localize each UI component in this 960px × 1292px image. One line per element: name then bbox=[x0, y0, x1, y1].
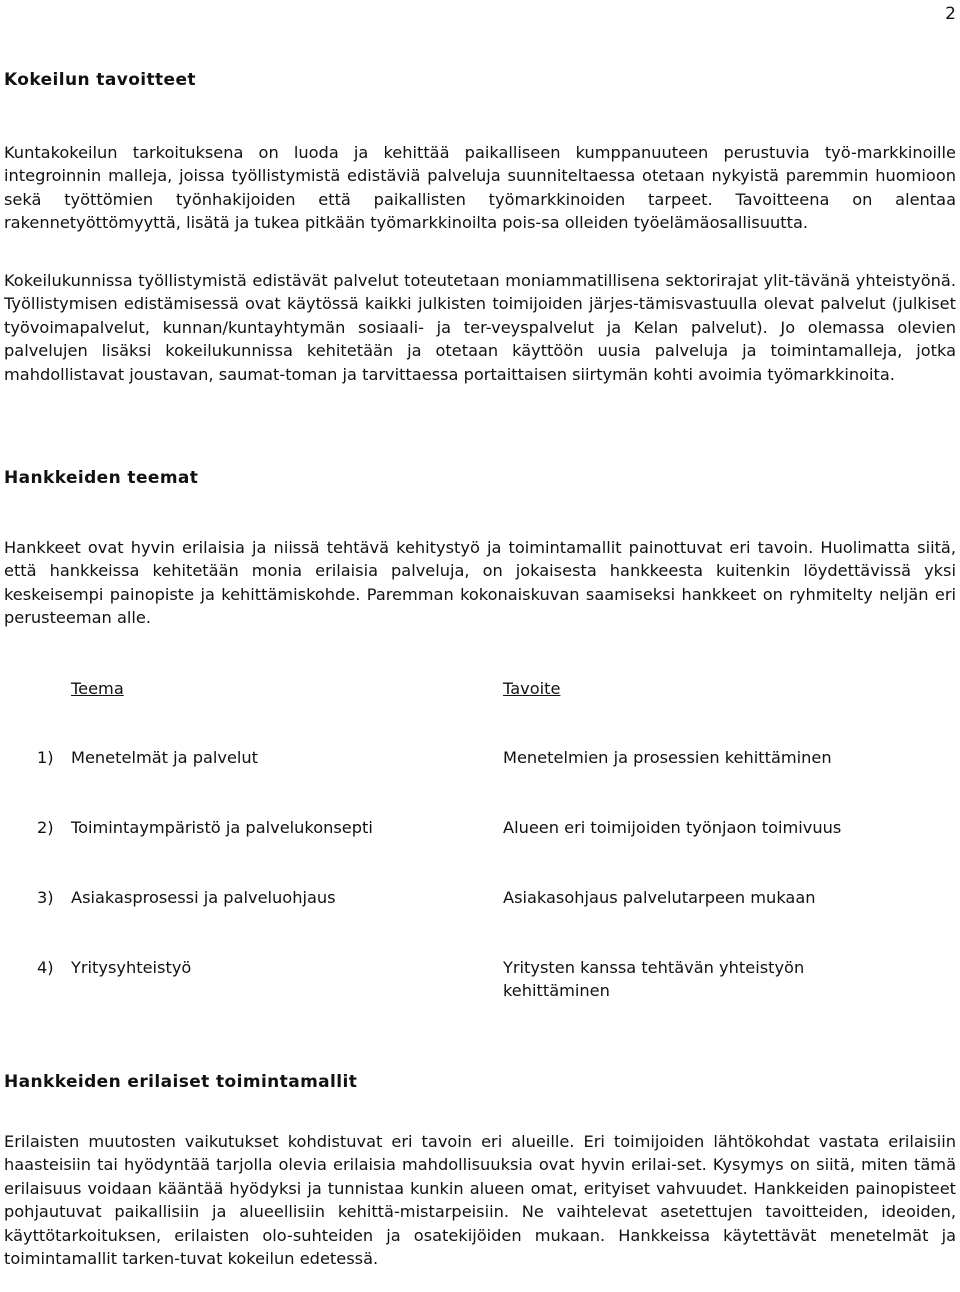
paragraph-hankkeiden-teemat: Hankkeet ovat hyvin erilaisia ja niissä tehtävä kehitystyö ja toimintamallit painottuvat eri tavoin. Huolimatta siitä, että hankkeissa kehitetään monia erilaisia palveluja, on jokaisesta hankkeesta kuitenkin löydettävissä yksi keskeisempi painopiste ja kehittämiskohde. Paremman kokonaiskuvan saamiseksi hankkeet on ryhmitelty neljän eri perusteeman alle. bbox=[4, 538, 956, 628]
row-number: 3) bbox=[37, 888, 54, 907]
row-theme: Yritysyhteistyö bbox=[71, 958, 192, 977]
row-number: 1) bbox=[37, 748, 54, 767]
row-goal: Yritysten kanssa tehtävän yhteistyön kehittäminen bbox=[503, 958, 805, 1001]
paragraph-kokeilukunnat-palvelut: Kokeilukunnissa työllistymistä edistävät palvelut toteutetaan moniammatillisena sektorirajat ylit-tävänä yhteistyönä. Työllistymisen edistämisessä ovat käytössä kaikki julkisten toimijoiden järjes-tämisvastuulla olevat palvelut (julkiset työvoimapalvelut, kunnan/kuntayhtymän sosiaali- ja ter-veyspalvelut ja Kelan palvelut). Jo olemassa olevien palvelujen lisäksi kokeilukunnissa kehitetään ja otetaan käyttöön uusia palveluja ja toimintamalleja, jotka mahdollistavat joustavan, saumat-toman ja tarvittaessa portaittaisen siirtymän kohti avoimia työmarkkinoita. bbox=[4, 271, 956, 384]
section-heading-hankkeiden-teemat: Hankkeiden teemat bbox=[4, 468, 199, 488]
row-theme: Menetelmät ja palvelut bbox=[71, 748, 259, 767]
section-heading-toimintamallit: Hankkeiden erilaiset toimintamallit bbox=[4, 1072, 358, 1092]
section-heading-kokeilun-tavoitteet: Kokeilun tavoitteet bbox=[4, 70, 196, 90]
paragraph-kokeilun-tarkoitus: Kuntakokeilun tarkoituksena on luoda ja kehittää paikalliseen kumppanuuteen perustuvia työ-markkinoille integroinnin malleja, joissa työllistymistä edistäviä palveluja suunniteltaessa otetaan nykyistä paremmin huomioon sekä työttömien työnhakijoiden että paikallisten työmarkkinoiden tarpeet. Tavoitteena on alentaa rakennetyöttömyyttä, lisätä ja tukea pitkään työmarkkinoilta pois-sa olleiden työelämäosallisuutta. bbox=[4, 143, 956, 233]
row-theme: Asiakasprosessi ja palveluohjaus bbox=[71, 888, 336, 907]
table-header-theme: Teema bbox=[71, 679, 124, 698]
row-number: 2) bbox=[37, 818, 54, 837]
page-number: 2 bbox=[945, 4, 956, 24]
paragraph-toimintamallit: Erilaisten muutosten vaikutukset kohdistuvat eri tavoin eri alueille. Eri toimijoiden lähtökohdat vastata erilaisiin haasteisiin tai hyödyntää tarjolla olevia erilaisia mahdollisuuksia ovat hyvin erilai-set. Kysymys on siitä, miten tämä erilaisuus voidaan kääntää hyödyksi ja tunnistaa kunkin alueen omat, erityiset vahvuudet. Hankkeiden painopisteet pohjautuvat paikallisiin ja alueellisiin kehittä-mistarpeisiin. Ne vaihtelevat asetettujen tavoitteiden, ideoiden, käyttötarkoituksen, erilaisten olo-suhteiden ja osatekijöiden mukaan. Hankkeissa käytettävät menetelmät ja toimintamallit tarken-tuvat kokeilun edetessä. bbox=[4, 1132, 956, 1269]
row-goal: Menetelmien ja prosessien kehittäminen bbox=[503, 748, 832, 767]
row-number: 4) bbox=[37, 958, 54, 977]
row-theme: Toimintaympäristö ja palvelukonsepti bbox=[71, 818, 373, 837]
row-goal: Asiakasohjaus palvelutarpeen mukaan bbox=[503, 888, 816, 907]
row-goal: Alueen eri toimijoiden työnjaon toimivuus bbox=[503, 818, 842, 837]
table-header-goal: Tavoite bbox=[503, 679, 561, 698]
